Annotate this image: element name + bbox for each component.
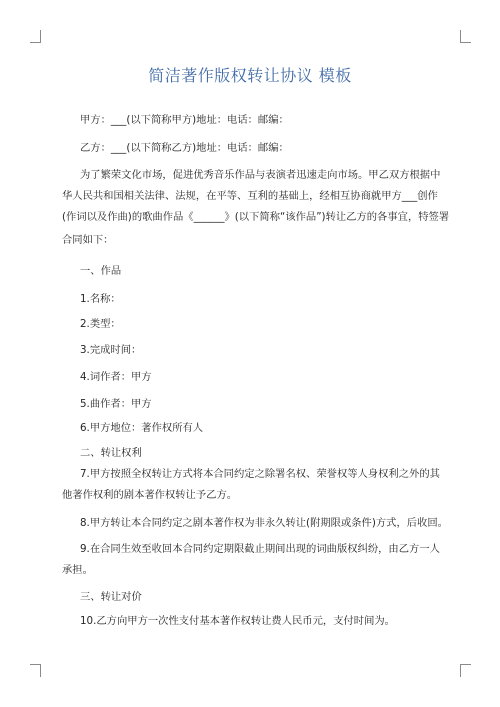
paragraph-line: 合同如下： bbox=[62, 234, 114, 246]
paragraph-line: 8.甲方转让本合同约定之剧本著作权为非永久转让(附期限或条件)方式，后收回。 bbox=[80, 517, 448, 529]
crop-mark-bottom-left bbox=[30, 664, 41, 677]
crop-mark-bottom-right bbox=[460, 664, 471, 677]
crop-mark-top-left bbox=[30, 30, 41, 43]
paragraph-line: 1.名称： bbox=[80, 293, 121, 305]
paragraph-line: 6.甲方地位：著作权所有人 bbox=[80, 422, 204, 434]
paragraph-line: 为了繁荣文化市场，促进优秀音乐作品与表演者迅速走向市场。甲乙双方根据中 bbox=[80, 169, 441, 181]
paragraph-line: 4.词作者：甲方 bbox=[80, 371, 152, 383]
paragraph-line: 甲方：___(以下简称甲方)地址：电话：邮编： bbox=[80, 114, 289, 126]
paragraph-line: 华人民共和国相关法律、法规，在平等、互利的基础上，经相互协商就甲方___创作 bbox=[62, 190, 438, 202]
paragraph-line: 一、作品 bbox=[80, 265, 122, 277]
paragraph-line: 2.类型： bbox=[80, 318, 121, 330]
paragraph-line: 10.乙方向甲方一次性支付基本著作权转让费人民币元，支付时间为。 bbox=[80, 615, 395, 627]
paragraph-line: 他著作权利的剧本著作权转让予乙方。 bbox=[62, 489, 238, 501]
paragraph-line: 5.曲作者：甲方 bbox=[80, 398, 152, 410]
paragraph-line: 三、转让对价 bbox=[80, 591, 142, 603]
paragraph-line: 乙方：___(以下简称乙方)地址：电话：邮编： bbox=[80, 142, 289, 154]
paragraph-line: 7.甲方按照全权转让方式将本合同约定之除署名权、荣誉权等人身权利之外的其 bbox=[80, 468, 440, 480]
paragraph-line: 承担。 bbox=[62, 564, 93, 576]
document-title: 简洁著作版权转让协议 模板 bbox=[148, 66, 352, 85]
crop-mark-top-right bbox=[460, 30, 471, 43]
paragraph-line: 二、转让权利 bbox=[80, 447, 142, 459]
paragraph-line: (作词以及作曲)的歌曲作品《______》(以下简称“该作品”)转让乙方的各事宜，特签署 bbox=[62, 211, 450, 223]
paragraph-line: 9.在合同生效至收回本合同约定期限截止期间出现的词曲版权纠纷，由乙方一人 bbox=[80, 543, 440, 555]
paragraph-line: 3.完成时间： bbox=[80, 344, 142, 356]
